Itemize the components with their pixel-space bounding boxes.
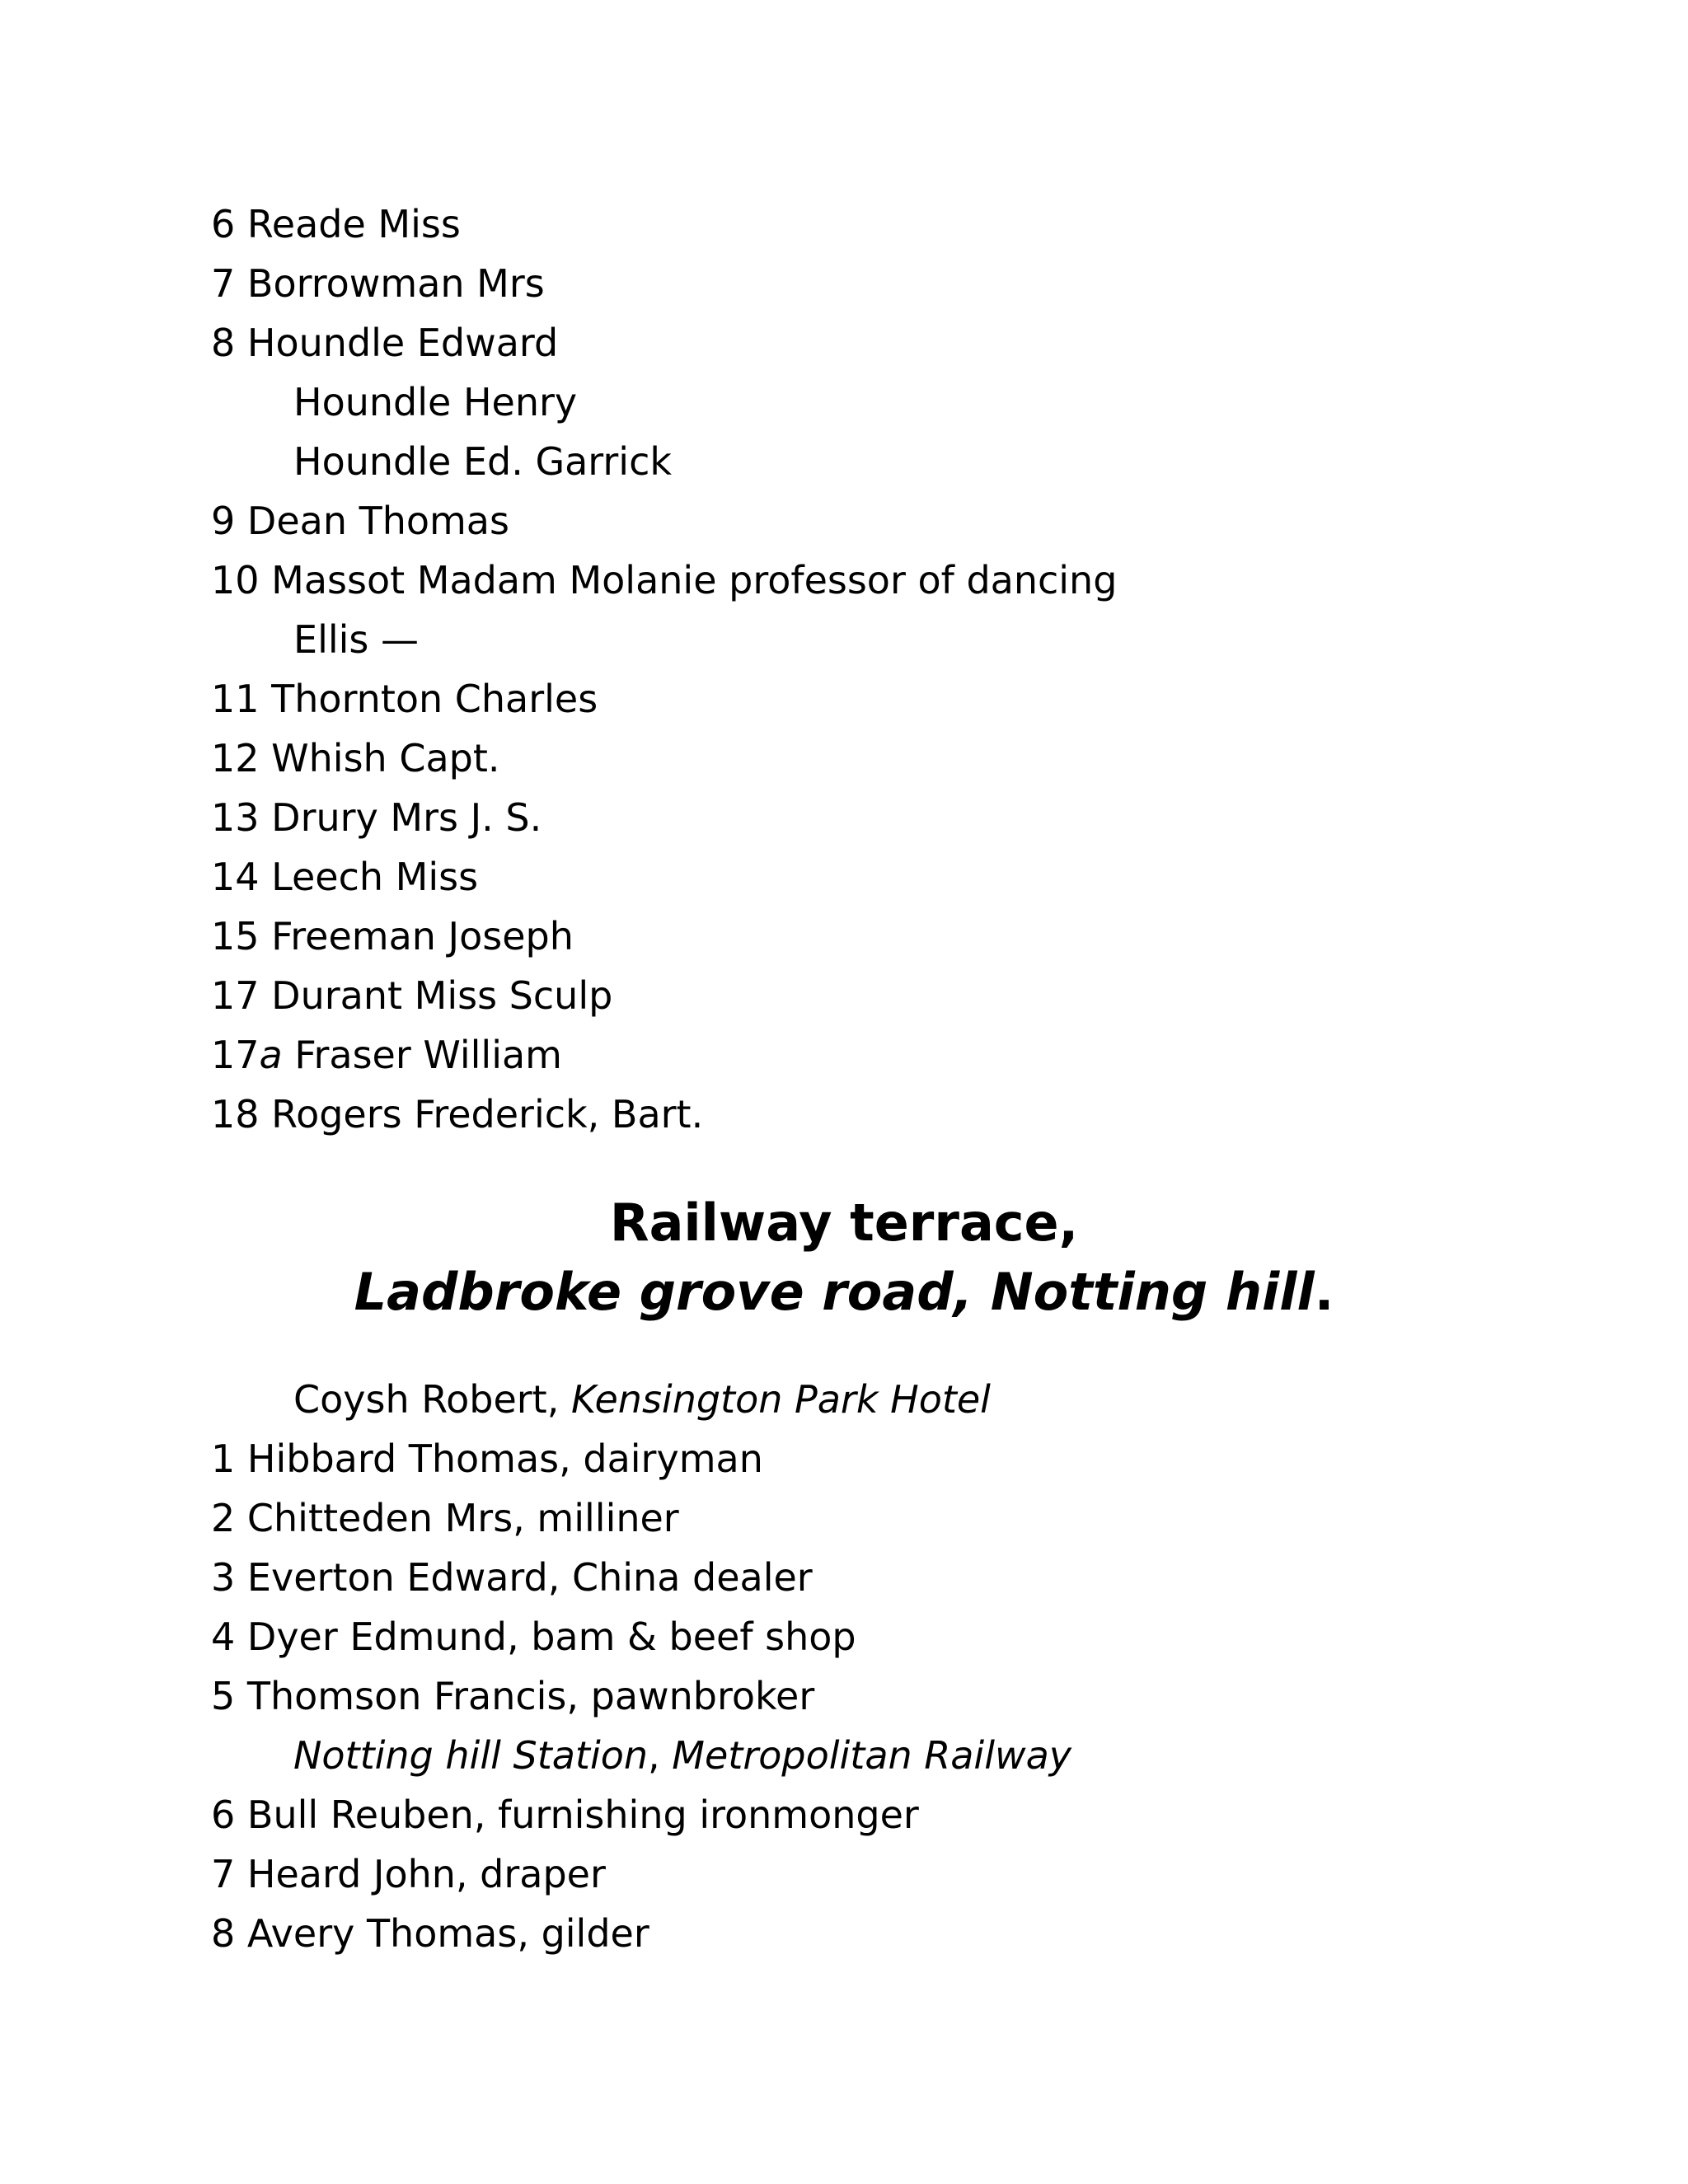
list-item [211,194,1530,254]
list-item [211,313,1530,373]
list-item [211,432,1530,491]
list-item [211,1025,1530,1085]
resident-name: Avery Thomas, gilder [246,1911,649,1956]
separator: , [648,1733,673,1778]
list-item [211,491,1530,551]
resident-name: Whish Capt. [271,736,500,780]
house-number-suffix: a [259,1033,283,1077]
list-item [211,907,1530,966]
station-name: Notting hill Station [293,1733,649,1778]
list-item [211,1785,1530,1844]
resident-name: Heard John, draper [246,1852,606,1896]
resident-name: Massot Madam Molanie professor of dancing [271,558,1118,602]
list-item [211,551,1530,610]
list-item [211,1429,1530,1488]
list-item [211,1085,1530,1144]
resident-name: Borrowman Mrs [246,261,545,306]
house-number: 5 [211,1674,236,1718]
house-number: 11 [211,677,260,721]
resident-name: Reade Miss [246,202,461,246]
list-item [211,373,1530,432]
house-number: 2 [211,1496,236,1540]
house-number: 7 [211,1852,236,1896]
house-number: 17 [211,973,260,1018]
residents-list-top [211,194,1530,1144]
house-number: 7 [211,261,236,306]
resident-name: Drury Mrs J. S. [271,795,542,840]
list-item [211,1726,1530,1785]
list-item [211,254,1530,313]
resident-name: Thornton Charles [271,677,598,721]
list-item [211,788,1530,847]
resident-name: Coysh Robert, [293,1377,571,1422]
resident-name: Rogers Frederick, Bart. [271,1092,704,1137]
list-item [211,1904,1530,1963]
resident-name: Chitteden Mrs, milliner [246,1496,679,1540]
section-heading-location-tail: . [1314,1262,1334,1322]
resident-name: Freeman Joseph [271,914,574,958]
house-number: 4 [211,1615,236,1659]
list-item [211,966,1530,1025]
house-number: 8 [211,321,236,365]
house-number: 15 [211,914,260,958]
section-heading [0,1188,1688,1327]
list-item [211,669,1530,729]
list-item [211,729,1530,788]
resident-name: Houndle Edward [246,321,559,365]
section-heading-location [0,1258,1688,1327]
resident-note: Kensington Park Hotel [570,1377,991,1422]
house-number: 10 [211,558,260,602]
resident-name: Houndle Ed. Garrick [293,439,673,484]
list-item [211,1607,1530,1666]
house-number: 6 [211,1793,236,1837]
residents-list-bottom [211,1370,1530,1963]
railway-name: Metropolitan Railway [672,1733,1072,1778]
list-item [211,610,1530,669]
resident-name: Leech Miss [271,855,479,899]
resident-name: Fraser William [294,1033,562,1077]
section-heading-location-text: Ladbroke grove road, Notting hill [354,1262,1315,1322]
house-number: 18 [211,1092,260,1137]
list-item [211,1370,1530,1429]
resident-name: Ellis — [293,617,419,662]
house-number: 9 [211,499,236,543]
section-heading-street: Railway terrace, [609,1193,1079,1253]
list-item [211,1844,1530,1904]
list-item [211,1488,1530,1548]
list-item [211,1666,1530,1726]
house-number: 13 [211,795,260,840]
house-number: 8 [211,1911,236,1956]
house-number: 6 [211,202,236,246]
list-item [211,1548,1530,1607]
resident-name: Houndle Henry [293,380,578,424]
resident-name: Bull Reuben, furnishing ironmonger [246,1793,919,1837]
resident-name: Dyer Edmund, bam & beef shop [246,1615,856,1659]
house-number: 17 [211,1033,260,1077]
house-number: 1 [211,1436,236,1481]
resident-name: Hibbard Thomas, dairyman [246,1436,763,1481]
resident-name: Thomson Francis, pawnbroker [246,1674,815,1718]
house-number: 12 [211,736,260,780]
resident-name: Dean Thomas [246,499,509,543]
list-item [211,847,1530,907]
house-number: 14 [211,855,260,899]
house-number: 3 [211,1555,236,1600]
resident-name: Everton Edward, China dealer [246,1555,813,1600]
resident-name: Durant Miss Sculp [271,973,613,1018]
